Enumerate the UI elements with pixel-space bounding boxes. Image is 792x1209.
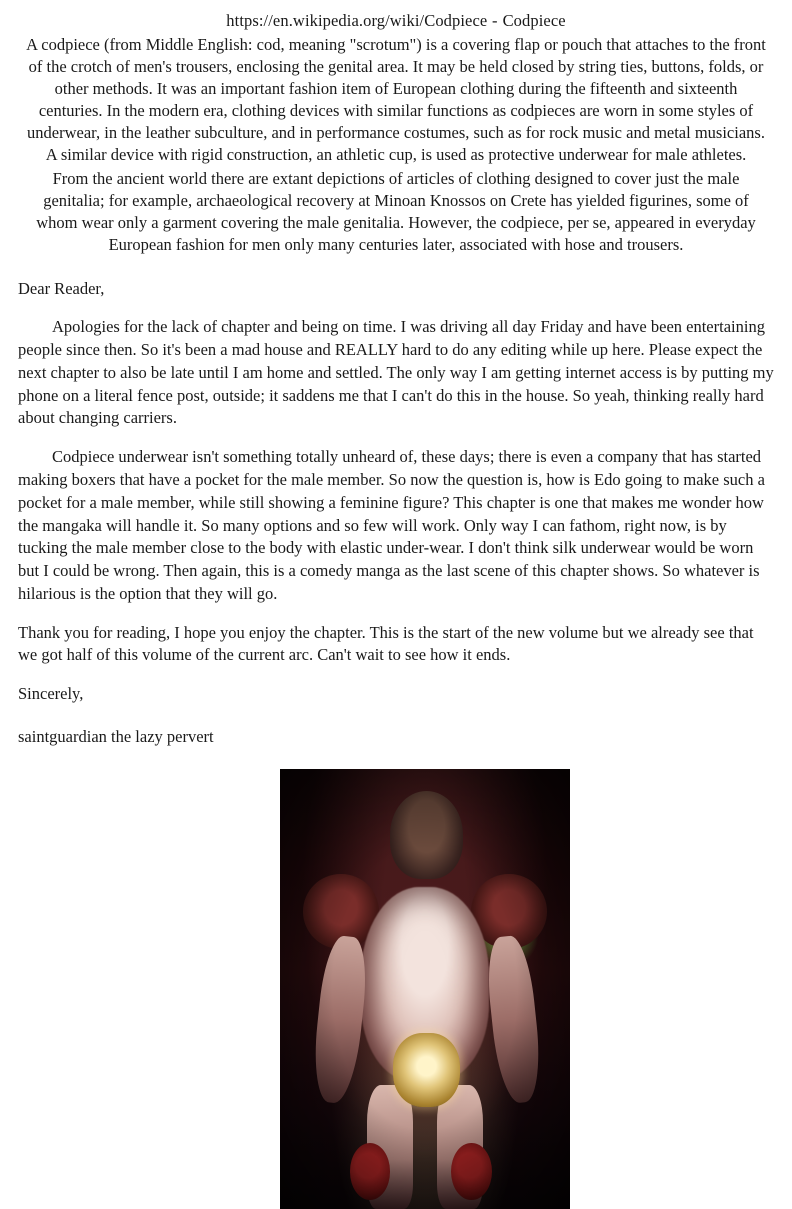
article-intro bbox=[24, 34, 768, 255]
photo-vignette bbox=[280, 769, 570, 1209]
letter-closing: Sincerely, bbox=[18, 684, 84, 704]
article-paragraph: A codpiece (from Middle English: cod, meaning "scrotum") is a covering flap or pouch that attaches to the front of the crotch of men's trousers, enclosing the genital area. It may be held closed by string ties, buttons, folds, or other methods. It was an important fashion item of European clothing during the fifteenth and sixteenth centuries. In the modern era, clothing devices with similar functions as codpieces are worn in some styles of underwear, in the leather subculture, and in performance costumes, such as for rock music and metal musicians. A similar device with rigid construction, an athletic cup, is used as protective underwear for male athletes. bbox=[26, 35, 766, 164]
source-url: https://en.wikipedia.org/wiki/Codpiece bbox=[226, 11, 488, 30]
article-paragraph: From the ancient world there are extant depictions of articles of clothing designed to cover just the male genitalia; for example, archaeological recovery at Minoan Knossos on Crete has yielded figurines, some of whom wear only a garment covering the male genitalia. However, the codpiece, per se, appeared in everyday European fashion for men only many centuries later, associated with hose and trousers. bbox=[36, 168, 756, 254]
letter-body bbox=[18, 278, 774, 749]
costume-photograph bbox=[280, 769, 570, 1209]
letter-signature: saintguardian the lazy pervert bbox=[18, 726, 214, 746]
header-separator: - bbox=[487, 11, 503, 30]
letter-paragraph: Apologies for the lack of chapter and being on time. I was driving all day Friday and have been entertaining people since then. So it's been a mad house and REALLY hard to do any editing while up here. Please expect the next chapter to also be late until I am home and settled. The only way I am getting internet access is by putting my phone on a literal fence post, outside; it saddens me that I can't do this in the house. So yeah, thinking really hard about changing carriers. bbox=[18, 317, 774, 428]
page-header bbox=[18, 10, 774, 32]
letter-paragraph: Thank you for reading, I hope you enjoy the chapter. This is the start of the new volume but we already see that we got half of this volume of the current arc. Can't wait to see how it ends. bbox=[18, 622, 754, 665]
letter-paragraph: Codpiece underwear isn't something totally unheard of, these days; there is even a company that has started making boxers that have a pocket for the male member. So now the question is, how is Edo going to make such a pocket for a male member, while still showing a feminine figure? This chapter is one that makes me wonder how the mangaka will handle it. So many options and so few will work. Only way I can fathom, right now, is by tucking the male member close to the body with elastic under-wear. I don't think silk underwear would be worn but I could be wrong. Then again, this is a comedy manga as the last scene of this chapter shows. So whatever is hilarious is the option that they will go. bbox=[18, 447, 765, 603]
letter-signature-block bbox=[18, 683, 774, 749]
page-title: Codpiece bbox=[502, 11, 566, 30]
letter-salutation: Dear Reader, bbox=[18, 278, 105, 298]
